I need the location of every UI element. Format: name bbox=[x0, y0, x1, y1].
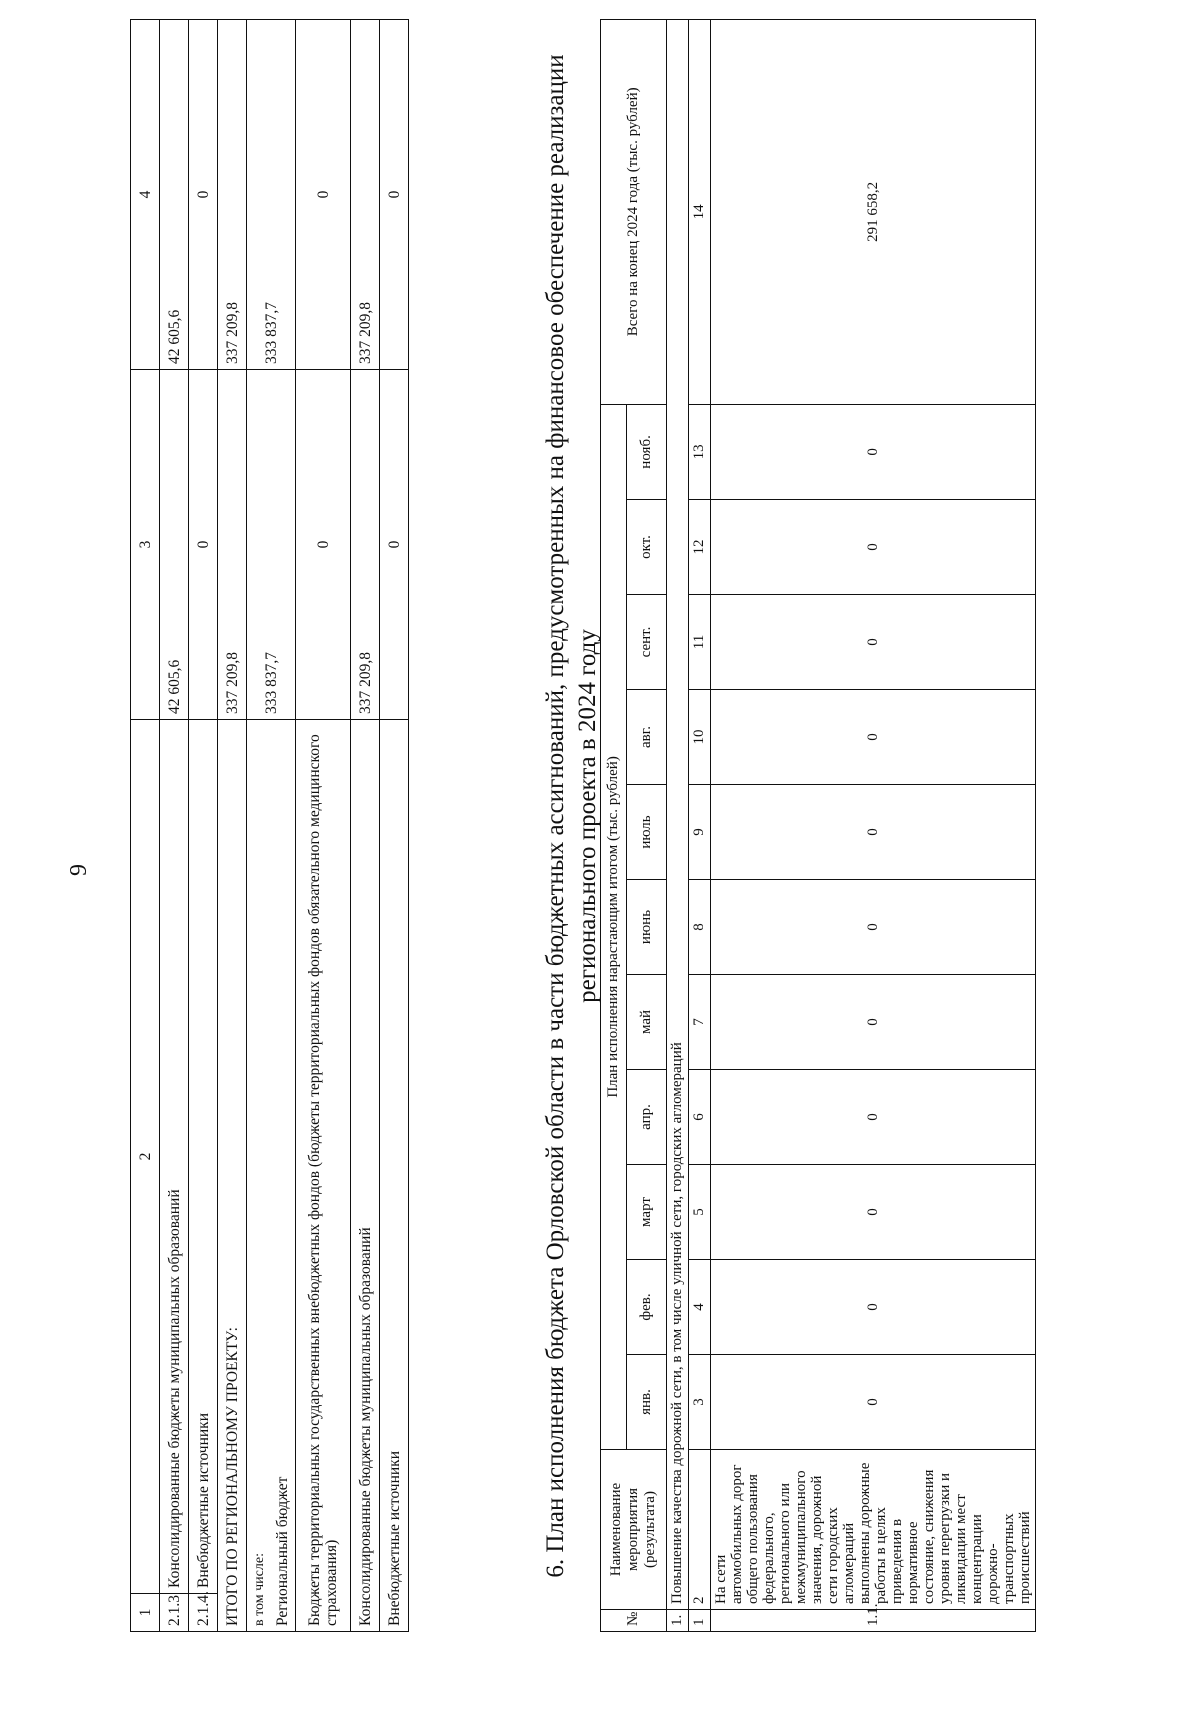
row-name: Внебюджетные источники bbox=[189, 720, 218, 1594]
row-name-line: Региональный бюджет bbox=[274, 1476, 291, 1626]
row-name: На сети автомобильных дорог общего пользования федерального, регионального или межмуниципального значения, дорожной сети городских агломераций выполнены дорожные работы в целях приведения в нормативное состояние, снижения уровня перегрузки и ликвидации мест концентрации дорожно-транспортных происшествий bbox=[711, 1450, 1036, 1610]
row-name: Консолидированные бюджеты муниципальных образований bbox=[160, 720, 189, 1594]
month-value-cell: 0 bbox=[711, 595, 1036, 690]
row-value: 0 bbox=[189, 370, 218, 720]
row-value: 333 837,7 bbox=[247, 370, 296, 720]
column-number-cell: 3 bbox=[689, 1355, 711, 1450]
header-cell: 2 bbox=[131, 720, 160, 1594]
header-plan: План исполнения нарастающим итогом (тыс. рублей) bbox=[601, 404, 627, 1449]
section-title: 6. План исполнения бюджета Орловской области в части бюджетных ассигнований, предусмотренных на финансовое обеспечение реализации регионального проекта в 2024 году bbox=[542, 54, 601, 1578]
month-header-cell: июль bbox=[627, 785, 667, 880]
column-number-cell: 8 bbox=[689, 880, 711, 975]
column-number-cell: 4 bbox=[689, 1260, 711, 1355]
month-header-cell: янв. bbox=[627, 1355, 667, 1450]
table-row bbox=[160, 20, 189, 1632]
header-cell: 4 bbox=[131, 20, 160, 370]
header-cell: 1 bbox=[131, 1594, 160, 1632]
row-name: Внебюджетные источники bbox=[380, 720, 409, 1632]
month-header-cell: фев. bbox=[627, 1260, 667, 1355]
month-header-cell: нояб. bbox=[627, 404, 667, 499]
table-row bbox=[711, 19, 1036, 1631]
row-value: 0 bbox=[296, 20, 351, 370]
month-value-cell: 0 bbox=[711, 500, 1036, 595]
row-value: 337 209,8 bbox=[218, 20, 247, 370]
header-cell: 3 bbox=[131, 370, 160, 720]
column-number-cell: 12 bbox=[689, 500, 711, 595]
table-row bbox=[380, 20, 409, 1632]
table-row bbox=[189, 20, 218, 1632]
month-header-cell: авг. bbox=[627, 690, 667, 785]
budget-plan-table bbox=[600, 19, 1036, 1632]
total-value-cell: 291 658,2 bbox=[711, 19, 1036, 404]
month-value-cell: 0 bbox=[711, 975, 1036, 1070]
row-value: 0 bbox=[380, 20, 409, 370]
column-number-cell: 11 bbox=[689, 595, 711, 690]
column-number-row bbox=[689, 19, 711, 1631]
month-header-cell: сент. bbox=[627, 595, 667, 690]
month-header-cell: май bbox=[627, 975, 667, 1070]
month-value-cell: 0 bbox=[711, 785, 1036, 880]
row-value: 337 209,8 bbox=[218, 370, 247, 720]
row-number: 1.1. bbox=[711, 1610, 1036, 1632]
column-number-cell: 13 bbox=[689, 404, 711, 499]
column-number-cell: 1 bbox=[689, 1610, 711, 1632]
table-row bbox=[296, 20, 351, 1632]
row-value: 42 605,6 bbox=[160, 20, 189, 370]
month-value-cell: 0 bbox=[711, 1260, 1036, 1355]
row-name bbox=[247, 720, 296, 1632]
row-name: ИТОГО ПО РЕГИОНАЛЬНОМУ ПРОЕКТУ: bbox=[218, 720, 247, 1632]
row-value: 333 837,7 bbox=[247, 20, 296, 370]
row-number: 2.1.4. bbox=[189, 1594, 218, 1632]
row-number: 2.1.3 bbox=[160, 1594, 189, 1632]
row-value: 0 bbox=[296, 370, 351, 720]
row-value: 0 bbox=[380, 370, 409, 720]
header-name: Наименование мероприятия (результата) bbox=[601, 1450, 667, 1610]
month-value-cell: 0 bbox=[711, 880, 1036, 975]
row-value: 0 bbox=[189, 20, 218, 370]
header-total: Всего на конец 2024 года (тыс. рублей) bbox=[601, 19, 667, 404]
table-header-row bbox=[601, 19, 627, 1631]
table-row bbox=[351, 20, 380, 1632]
funding-summary-table bbox=[130, 19, 409, 1632]
row-value: 42 605,6 bbox=[160, 370, 189, 720]
column-number-cell: 6 bbox=[689, 1070, 711, 1165]
month-header-cell: апр. bbox=[627, 1070, 667, 1165]
month-value-cell: 0 bbox=[711, 404, 1036, 499]
column-number-cell: 5 bbox=[689, 1165, 711, 1260]
month-value-cell: 0 bbox=[711, 1355, 1036, 1450]
row-value: 337 209,8 bbox=[351, 370, 380, 720]
row-name: Бюджеты территориальных государственных внебюджетных фондов (бюджеты территориальных фондов обязательного медицинского страхования) bbox=[296, 720, 351, 1632]
column-number-cell: 9 bbox=[689, 785, 711, 880]
header-num: № bbox=[601, 1610, 667, 1632]
month-header-cell: март bbox=[627, 1165, 667, 1260]
section-text: Повышение качества дорожной сети, в том числе уличной сети, городских агломераций bbox=[667, 19, 689, 1609]
row-name: Консолидированные бюджеты муниципальных образований bbox=[351, 720, 380, 1632]
month-header-cell: июнь bbox=[627, 880, 667, 975]
column-number-cell: 14 bbox=[689, 19, 711, 404]
month-value-cell: 0 bbox=[711, 1070, 1036, 1165]
column-number-cell: 10 bbox=[689, 690, 711, 785]
page-number: 9 bbox=[66, 864, 92, 876]
table-row bbox=[247, 20, 296, 1632]
section-row bbox=[667, 19, 689, 1631]
row-value: 337 209,8 bbox=[351, 20, 380, 370]
row-name-line: в том числе: bbox=[252, 1553, 267, 1626]
column-number-cell: 2 bbox=[689, 1450, 711, 1610]
month-header-cell: окт. bbox=[627, 500, 667, 595]
month-value-cell: 0 bbox=[711, 690, 1036, 785]
table-row-total bbox=[218, 20, 247, 1632]
section-number: 1. bbox=[667, 1610, 689, 1632]
month-value-cell: 0 bbox=[711, 1165, 1036, 1260]
column-number-cell: 7 bbox=[689, 975, 711, 1070]
table-header-row bbox=[131, 20, 160, 1632]
